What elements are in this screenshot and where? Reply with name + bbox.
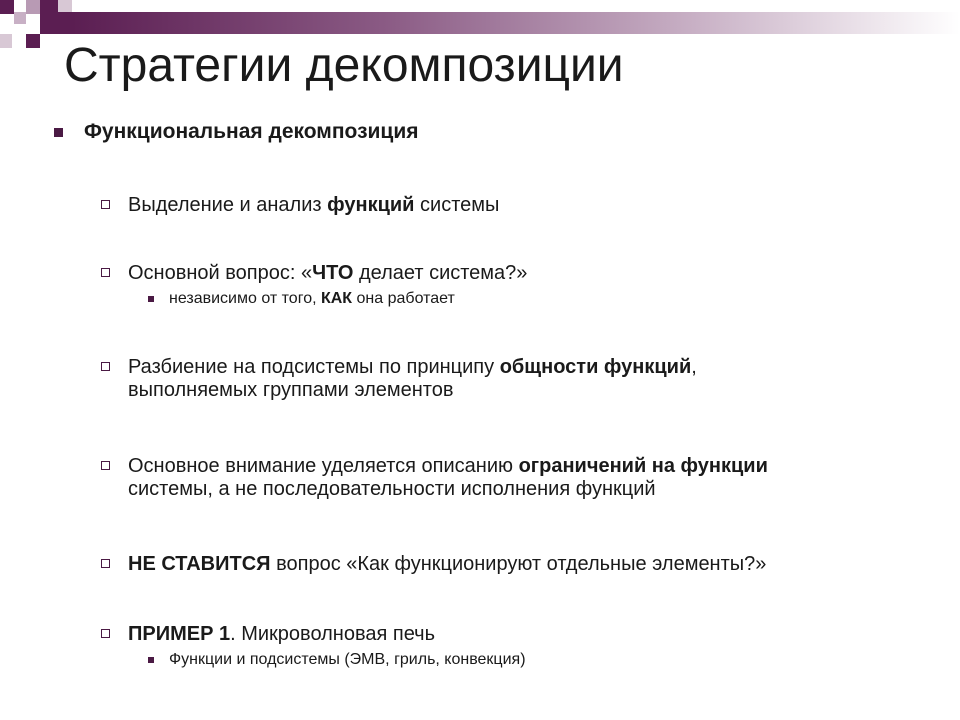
list-item: НЕ СТАВИТСЯ вопрос «Как функционируют отдельные элементы?» xyxy=(128,553,767,575)
deco-square xyxy=(40,12,72,34)
bullet-small-square-icon xyxy=(148,296,154,302)
bullet-hollow-square-icon xyxy=(101,268,110,277)
bullet-hollow-square-icon xyxy=(101,461,110,470)
deco-square xyxy=(40,0,58,12)
list-item: Выделение и анализ функций системы xyxy=(128,194,500,216)
bullet-small-square-icon xyxy=(148,657,154,663)
deco-square xyxy=(26,34,40,48)
list-item: ПРИМЕР 1. Микроволновая печь xyxy=(128,623,436,645)
list-item: Разбиение на подсистемы по принципу общности функций, выполняемых группами элементов xyxy=(128,356,697,401)
bullet-square-icon xyxy=(54,128,63,137)
deco-gradient-bar xyxy=(72,12,960,34)
list-item: Основной вопрос: «ЧТО делает система?» xyxy=(128,262,528,284)
section-heading: Функциональная декомпозиция xyxy=(84,120,419,143)
sub-list-item: независимо от того, КАК она работает xyxy=(169,290,455,307)
sub-list-item: Функции и подсистемы (ЭМВ, гриль, конвекция) xyxy=(169,651,526,668)
slide-title: Стратегии декомпозиции xyxy=(64,39,624,92)
deco-square xyxy=(26,0,40,14)
bullet-hollow-square-icon xyxy=(101,200,110,209)
deco-square xyxy=(0,34,12,48)
deco-square xyxy=(0,0,14,14)
bullet-hollow-square-icon xyxy=(101,362,110,371)
deco-square xyxy=(14,12,26,24)
bullet-hollow-square-icon xyxy=(101,559,110,568)
list-item: Основное внимание уделяется описанию ограничений на функции системы, а не последовательности исполнения функций xyxy=(128,455,768,500)
deco-square xyxy=(58,0,72,12)
bullet-hollow-square-icon xyxy=(101,629,110,638)
